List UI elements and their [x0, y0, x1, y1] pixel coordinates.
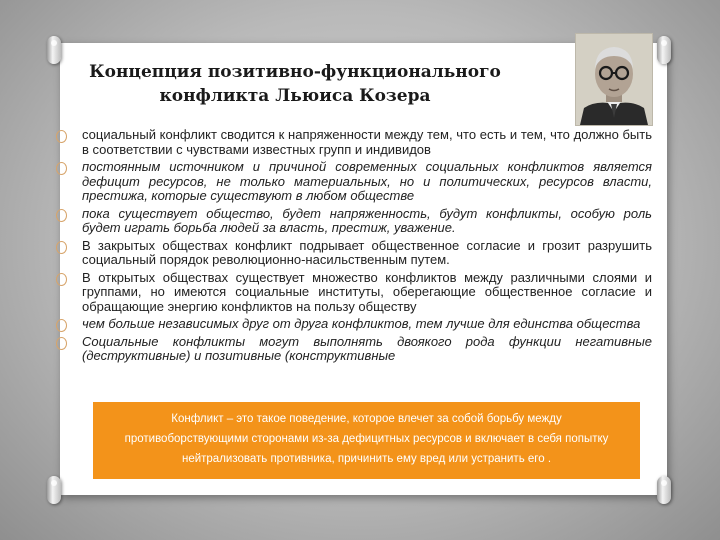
- title-line-2: конфликта Льюиса Козера: [159, 86, 431, 106]
- bullet-item: пока существует общество, будет напряженность, будут конфликты, особую роль будет играть борьба людей за власть, престиж, уважение.: [82, 207, 652, 236]
- bullet-ring-icon: [56, 130, 67, 143]
- portrait-image: [576, 34, 652, 125]
- bullet-list: [82, 128, 652, 367]
- bullet-item: чем больше независимых друг от друга конфликтов, тем лучше для единства общества: [82, 317, 652, 332]
- bullet-ring-icon: [56, 337, 67, 350]
- lewis-coser-portrait: [575, 33, 653, 126]
- title-line-1: Концепция позитивно-функционального: [89, 62, 501, 82]
- pushpin-icon: [47, 36, 61, 64]
- bullet-ring-icon: [56, 273, 67, 286]
- pushpin-icon: [657, 36, 671, 64]
- bullet-ring-icon: [56, 241, 67, 254]
- pushpin-icon: [657, 476, 671, 504]
- pushpin-icon: [47, 476, 61, 504]
- slide-title: [60, 60, 530, 108]
- definition-callout: Конфликт – это такое поведение, которое влечет за собой борьбу между противоборствующими сторонами из-за дефицитных ресурсов и включает в себя попытку нейтрализовать противника, причинить ему вред или устранить его .: [93, 402, 640, 479]
- bullet-item: социальный конфликт сводится к напряженности между тем, что есть и тем, что должно быть в соответствии с чувствами известных групп и индивидов: [82, 128, 652, 157]
- bullet-item: постоянным источником и причиной современных социальных конфликтов является дефицит ресурсов, не только материальных, но и политических, ресурсов власти, престижа, которые существуют в любом обществе: [82, 160, 652, 204]
- bullet-item: В открытых обществах существует множество конфликтов между различными слоями и группами, но имеются социальные институты, оберегающие общественное согласие и обращающие энергию конфликтов на пользу обществу: [82, 271, 652, 315]
- bullet-item: В закрытых обществах конфликт подрывает общественное согласие и грозит разрушить социальный порядок революционно-насильственным путем.: [82, 239, 652, 268]
- bullet-ring-icon: [56, 162, 67, 175]
- bullet-item: Социальные конфликты могут выполнять двоякого рода функции негативные (деструктивные) и позитивные (конструктивные: [82, 335, 652, 364]
- bullet-ring-icon: [56, 319, 67, 332]
- bullet-ring-icon: [56, 209, 67, 222]
